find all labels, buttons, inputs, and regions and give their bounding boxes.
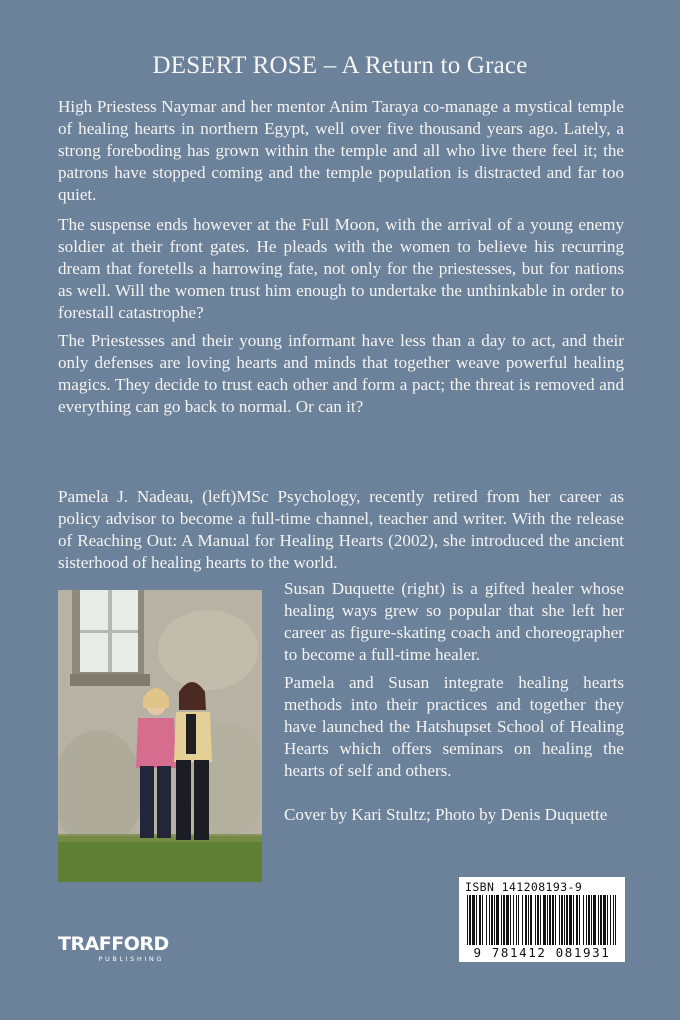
ean-digits: 9 781412 081931 — [473, 945, 611, 960]
book-title: DESERT ROSE – A Return to Grace — [152, 52, 528, 79]
barcode-bar — [569, 895, 572, 945]
barcode-bar — [591, 895, 592, 945]
blurb-paragraph-1: High Priestess Naymar and her mentor Anim Taraya co-manage a mystical temple of healing hearts in northern Egypt, well over five thousand years ago. Lately, a strong foreboding has grown within the temple and all who live there feel it; the patrons have stopped coming and the temple population is distracted and far too quiet. — [58, 97, 624, 204]
barcode-bar — [588, 895, 590, 945]
publisher-logo — [58, 934, 168, 963]
barcode-bar — [576, 895, 578, 945]
blurb-paragraph-2: The suspense ends however at the Full Moon, with the arrival of a young enemy soldier at their front gates. He pleads with the women to believe his recurring dream that foretells a harrowing fate, not only for the priestesses, but for nations as well. Will the women trust him enough to undertake the unthinkable in order to forestall catastrophe? — [58, 215, 624, 322]
barcode-bar — [516, 895, 517, 945]
barcode-bar — [501, 895, 502, 945]
barcode-bar — [537, 895, 539, 945]
isbn-barcode — [459, 877, 625, 962]
barcode-bar — [482, 895, 483, 945]
publisher-tagline: PUBLISHING — [98, 955, 164, 963]
barcode-bar — [561, 895, 563, 945]
publisher-name: TRAFFORD — [58, 933, 169, 955]
barcode-bar — [506, 895, 509, 945]
author-bio-susan: Susan Duquette (right) is a gifted healer whose healing ways grew so popular that she left her career as figure-skating coach and choreographer to become a full-time healer. — [284, 579, 624, 664]
barcode-bar — [479, 895, 481, 945]
barcode-bar — [525, 895, 527, 945]
barcode-bar — [607, 895, 608, 945]
cover-credits: Cover by Kari Stultz; Photo by Denis Duquette — [284, 805, 608, 824]
barcode-bar — [494, 895, 495, 945]
barcode-bar — [593, 895, 596, 945]
barcode-bar — [552, 895, 554, 945]
barcode-bar — [476, 895, 477, 945]
author-bio-pamela: Pamela J. Nadeau, (left)MSc Psychology, recently retired from her career as policy advisor to become a full-time channel, teacher and writer. With the release of Reaching Out: A Manual for Healing Hearts (2002), she introduced the ancient sisterhood of healing hearts to the world. — [58, 487, 624, 572]
barcode-bar — [559, 895, 560, 945]
barcode-bar — [472, 895, 475, 945]
author-bio-together: Pamela and Susan integrate healing hearts methods into their practices and together they have launched the Hatshupset School of Healing Hearts which offers seminars on healing the hearts of self and others. — [284, 673, 624, 780]
barcode-bar — [610, 895, 611, 945]
barcode-bar — [510, 895, 511, 945]
barcode-bar — [583, 895, 584, 945]
barcode-bar — [600, 895, 602, 945]
barcode-bar — [467, 895, 468, 945]
barcode-bar — [549, 895, 551, 945]
barcode-bar — [586, 895, 587, 945]
barcode-bar — [613, 895, 614, 945]
barcode-bar — [522, 895, 523, 945]
barcode-bar — [486, 895, 487, 945]
blurb-paragraph-3: The Priestesses and their young informant have less than a day to act, and their only defenses are loving hearts and minds that together weave powerful healing magics. They decide to trust each other and form a pact; the threat is removed and everything can go back to normal. Or can it? — [58, 331, 624, 416]
barcode-bar — [598, 895, 599, 945]
barcode-bar — [566, 895, 568, 945]
barcode-bar — [528, 895, 529, 945]
barcode-bar — [513, 895, 514, 945]
barcode-bars — [467, 895, 617, 945]
barcode-bar — [615, 895, 616, 945]
barcode-bar — [540, 895, 541, 945]
barcode-bar — [543, 895, 546, 945]
barcode-bar — [491, 895, 493, 945]
barcode-bar — [530, 895, 532, 945]
barcode-bar — [496, 895, 499, 945]
barcode-bar — [547, 895, 548, 945]
barcode-bar — [573, 895, 574, 945]
barcode-bar — [503, 895, 505, 945]
barcode-bar — [564, 895, 565, 945]
barcode-bar — [579, 895, 580, 945]
isbn-label: ISBN 141208193-9 — [465, 880, 583, 894]
barcode-bar — [489, 895, 490, 945]
author-photo — [58, 590, 262, 882]
barcode-bar — [535, 895, 536, 945]
barcode-bar — [469, 895, 471, 945]
barcode-bar — [603, 895, 606, 945]
barcode-bar — [518, 895, 519, 945]
barcode-bar — [555, 895, 556, 945]
